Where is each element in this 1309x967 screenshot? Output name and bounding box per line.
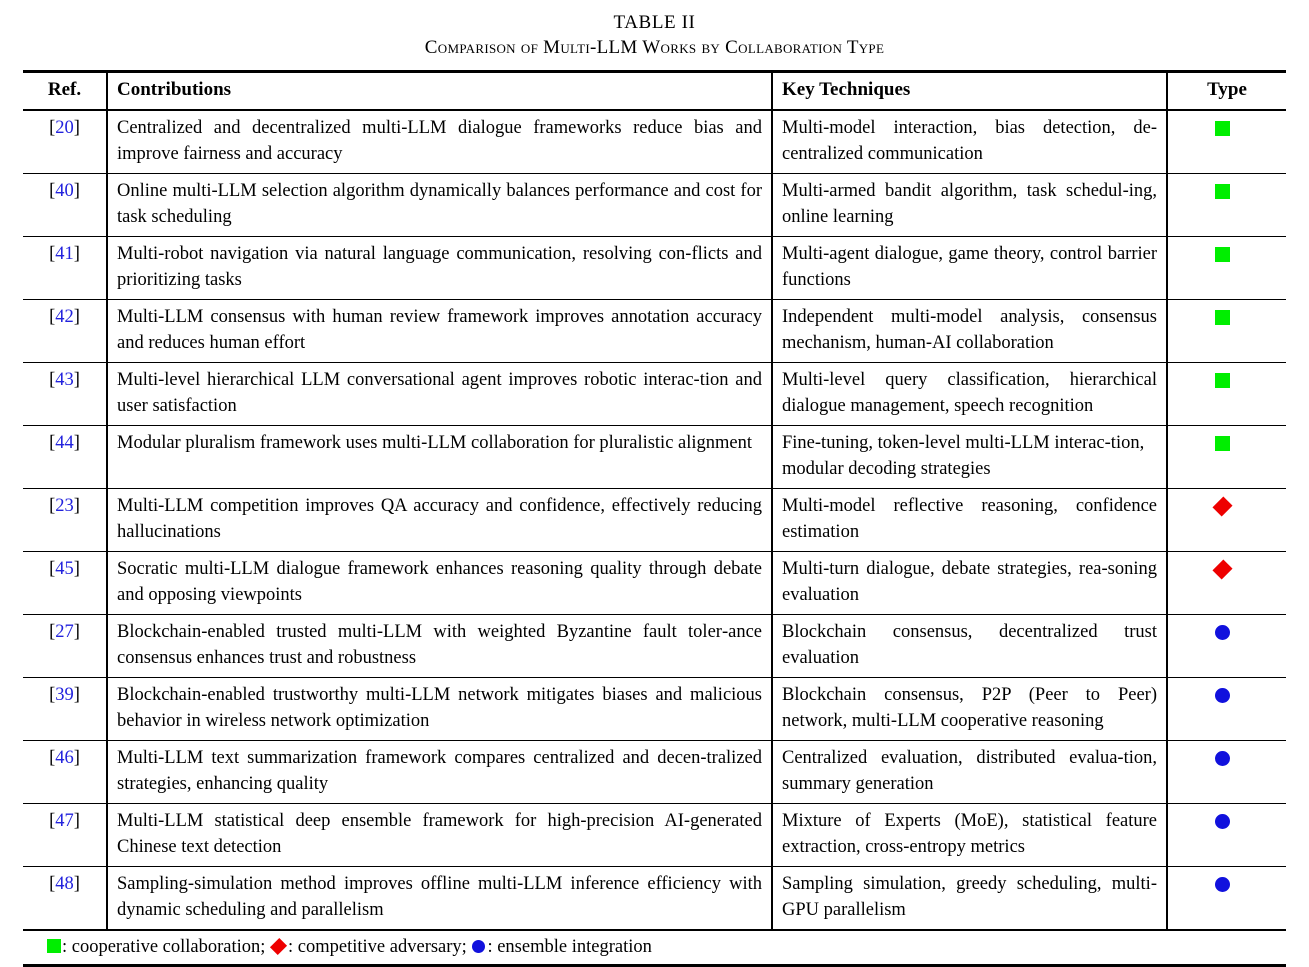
table-row (23, 740, 1286, 803)
cell-ref (23, 425, 107, 488)
table-row (23, 866, 1286, 930)
legend-cooperative-label: : cooperative collaboration; (62, 936, 266, 957)
circle-marker-icon (1215, 814, 1230, 829)
bracket-open: [ (49, 432, 56, 453)
square-marker-icon (1215, 310, 1230, 325)
cell-contributions: Multi-robot navigation via natural language communication, resolving con‐flicts and prioritizing tasks (107, 236, 772, 299)
cell-key-techniques: Blockchain consensus, P2P (Peer to Peer) network, multi-LLM cooperative reasoning (772, 677, 1167, 740)
table-row (23, 299, 1286, 362)
cell-type (1167, 173, 1286, 236)
bracket-open: [ (49, 306, 56, 327)
bracket-close: ] (73, 684, 80, 705)
citation-link[interactable]: 48 (55, 873, 74, 894)
comparison-table-container (23, 70, 1286, 967)
cell-key-techniques: Blockchain consensus, decentralized trust evaluation (772, 614, 1167, 677)
bracket-close: ] (73, 495, 80, 516)
cell-ref (23, 803, 107, 866)
circle-marker-icon (1215, 751, 1230, 766)
bracket-open: [ (49, 873, 56, 894)
square-marker-icon (1215, 184, 1230, 199)
cell-type (1167, 425, 1286, 488)
table-footer (23, 930, 1286, 964)
diamond-marker-icon (1212, 559, 1232, 579)
bracket-open: [ (49, 495, 56, 516)
table-row (23, 614, 1286, 677)
cell-key-techniques: Multi-level query classification, hierarchical dialogue management, speech recognition (772, 362, 1167, 425)
bracket-close: ] (73, 558, 80, 579)
bracket-close: ] (73, 873, 80, 894)
citation-link[interactable]: 23 (55, 495, 74, 516)
citation-link[interactable]: 44 (55, 432, 74, 453)
column-header-type: Type (1167, 73, 1286, 110)
cell-key-techniques: Multi-model reflective reasoning, confidence estimation (772, 488, 1167, 551)
cell-ref (23, 488, 107, 551)
cell-ref (23, 866, 107, 930)
square-marker-icon (1215, 373, 1230, 388)
cell-type (1167, 488, 1286, 551)
citation-link[interactable]: 43 (55, 369, 74, 390)
bracket-open: [ (49, 180, 56, 201)
circle-marker-icon (1215, 688, 1230, 703)
cell-type (1167, 110, 1286, 174)
legend-ensemble-label: : ensemble integration (487, 936, 652, 957)
cell-key-techniques: Multi-turn dialogue, debate strategies, rea‐soning evaluation (772, 551, 1167, 614)
cell-ref (23, 362, 107, 425)
cell-key-techniques: Centralized evaluation, distributed evalua‐tion, summary generation (772, 740, 1167, 803)
cell-ref (23, 173, 107, 236)
cell-type (1167, 236, 1286, 299)
cell-contributions: Modular pluralism framework uses multi-LLM collaboration for pluralistic alignment (107, 425, 772, 488)
cell-contributions: Centralized and decentralized multi-LLM dialogue frameworks reduce bias and improve fairness and accuracy (107, 110, 772, 174)
cell-type (1167, 866, 1286, 930)
cell-ref (23, 740, 107, 803)
cell-key-techniques: Fine-tuning, token-level multi-LLM interac‐tion, modular decoding strategies (772, 425, 1167, 488)
bracket-open: [ (49, 684, 56, 705)
cell-contributions: Blockchain-enabled trustworthy multi-LLM network mitigates biases and malicious behavior in wireless network optimization (107, 677, 772, 740)
cell-type (1167, 551, 1286, 614)
cell-type (1167, 740, 1286, 803)
bracket-close: ] (73, 369, 80, 390)
cell-key-techniques: Multi-agent dialogue, game theory, control barrier functions (772, 236, 1167, 299)
table-row (23, 362, 1286, 425)
cell-type (1167, 803, 1286, 866)
cell-key-techniques: Multi-armed bandit algorithm, task schedul‐ing, online learning (772, 173, 1167, 236)
bracket-close: ] (73, 180, 80, 201)
cell-type (1167, 299, 1286, 362)
circle-marker-icon (1215, 877, 1230, 892)
table-row (23, 488, 1286, 551)
bracket-open: [ (49, 810, 56, 831)
citation-link[interactable]: 27 (55, 621, 74, 642)
circle-marker-icon (1215, 625, 1230, 640)
cell-ref (23, 110, 107, 174)
cell-contributions: Multi-level hierarchical LLM conversational agent improves robotic interac‐tion and user satisfaction (107, 362, 772, 425)
bracket-close: ] (73, 243, 80, 264)
column-header-contributions: Contributions (107, 73, 772, 110)
bracket-open: [ (49, 621, 56, 642)
citation-link[interactable]: 40 (55, 180, 74, 201)
square-marker-icon (1215, 436, 1230, 451)
cell-ref (23, 551, 107, 614)
citation-link[interactable]: 42 (55, 306, 74, 327)
table-row (23, 110, 1286, 174)
bracket-close: ] (73, 747, 80, 768)
bracket-close: ] (73, 117, 80, 138)
cell-type (1167, 677, 1286, 740)
bracket-open: [ (49, 369, 56, 390)
cell-key-techniques: Multi-model interaction, bias detection, de‐centralized communication (772, 110, 1167, 174)
cell-contributions: Multi-LLM consensus with human review framework improves annotation accuracy and reduces human effort (107, 299, 772, 362)
cell-contributions: Multi-LLM text summarization framework compares centralized and decen‐tralized strategies, enhancing quality (107, 740, 772, 803)
table-row (23, 551, 1286, 614)
citation-link[interactable]: 41 (55, 243, 74, 264)
bracket-open: [ (49, 243, 56, 264)
table-number: TABLE II (613, 12, 696, 33)
cell-key-techniques: Independent multi-model analysis, consensus mechanism, human-AI collaboration (772, 299, 1167, 362)
table-header (23, 73, 1286, 110)
cell-ref (23, 299, 107, 362)
table-body (23, 110, 1286, 930)
bracket-close: ] (73, 621, 80, 642)
cell-contributions: Multi-LLM statistical deep ensemble framework for high-precision AI‐generated Chinese text detection (107, 803, 772, 866)
bracket-open: [ (49, 558, 56, 579)
bracket-close: ] (73, 432, 80, 453)
column-header-ref: Ref. (23, 73, 107, 110)
legend-competitive-label: : competitive adversary; (288, 936, 467, 957)
column-header-key-techniques: Key Techniques (772, 73, 1167, 110)
cell-contributions: Blockchain-enabled trusted multi-LLM with weighted Byzantine fault toler‐ance consensus enhances trust and robustness (107, 614, 772, 677)
cell-ref (23, 236, 107, 299)
bracket-open: [ (49, 747, 56, 768)
header-row (23, 73, 1286, 110)
table-title: Comparison of Multi-LLM Works by Collaboration Type (424, 37, 885, 58)
citation-link[interactable]: 20 (55, 117, 74, 138)
cell-key-techniques: Sampling simulation, greedy scheduling, multi-GPU parallelism (772, 866, 1167, 930)
table-row (23, 677, 1286, 740)
table-row (23, 425, 1286, 488)
legend-cell (23, 930, 1286, 964)
table-caption (0, 0, 1309, 61)
table-row (23, 803, 1286, 866)
citation-link[interactable]: 46 (55, 747, 74, 768)
diamond-marker-icon (1212, 496, 1232, 516)
table-row (23, 173, 1286, 236)
cell-ref (23, 614, 107, 677)
table-row (23, 236, 1286, 299)
bracket-close: ] (73, 306, 80, 327)
comparison-table (23, 73, 1286, 964)
citation-link[interactable]: 47 (55, 810, 74, 831)
bracket-close: ] (73, 810, 80, 831)
cell-contributions: Multi-LLM competition improves QA accuracy and confidence, effectively reducing hallucinations (107, 488, 772, 551)
cell-contributions: Online multi-LLM selection algorithm dynamically balances performance and cost for task scheduling (107, 173, 772, 236)
legend-row (23, 930, 1286, 964)
cell-ref (23, 677, 107, 740)
cell-key-techniques: Mixture of Experts (MoE), statistical feature extraction, cross-entropy metrics (772, 803, 1167, 866)
cell-contributions: Sampling-simulation method improves offline multi-LLM inference efficiency with dynamic scheduling and parallelism (107, 866, 772, 930)
cell-type (1167, 614, 1286, 677)
bracket-open: [ (49, 117, 56, 138)
legend-diamond-marker-icon (270, 937, 287, 954)
square-marker-icon (1215, 121, 1230, 136)
cell-type (1167, 362, 1286, 425)
legend-circle-marker-icon (472, 940, 485, 953)
citation-link[interactable]: 45 (55, 558, 74, 579)
cell-contributions: Socratic multi-LLM dialogue framework enhances reasoning quality through debate and opposing viewpoints (107, 551, 772, 614)
legend-square-marker-icon (47, 939, 61, 953)
square-marker-icon (1215, 247, 1230, 262)
citation-link[interactable]: 39 (55, 684, 74, 705)
